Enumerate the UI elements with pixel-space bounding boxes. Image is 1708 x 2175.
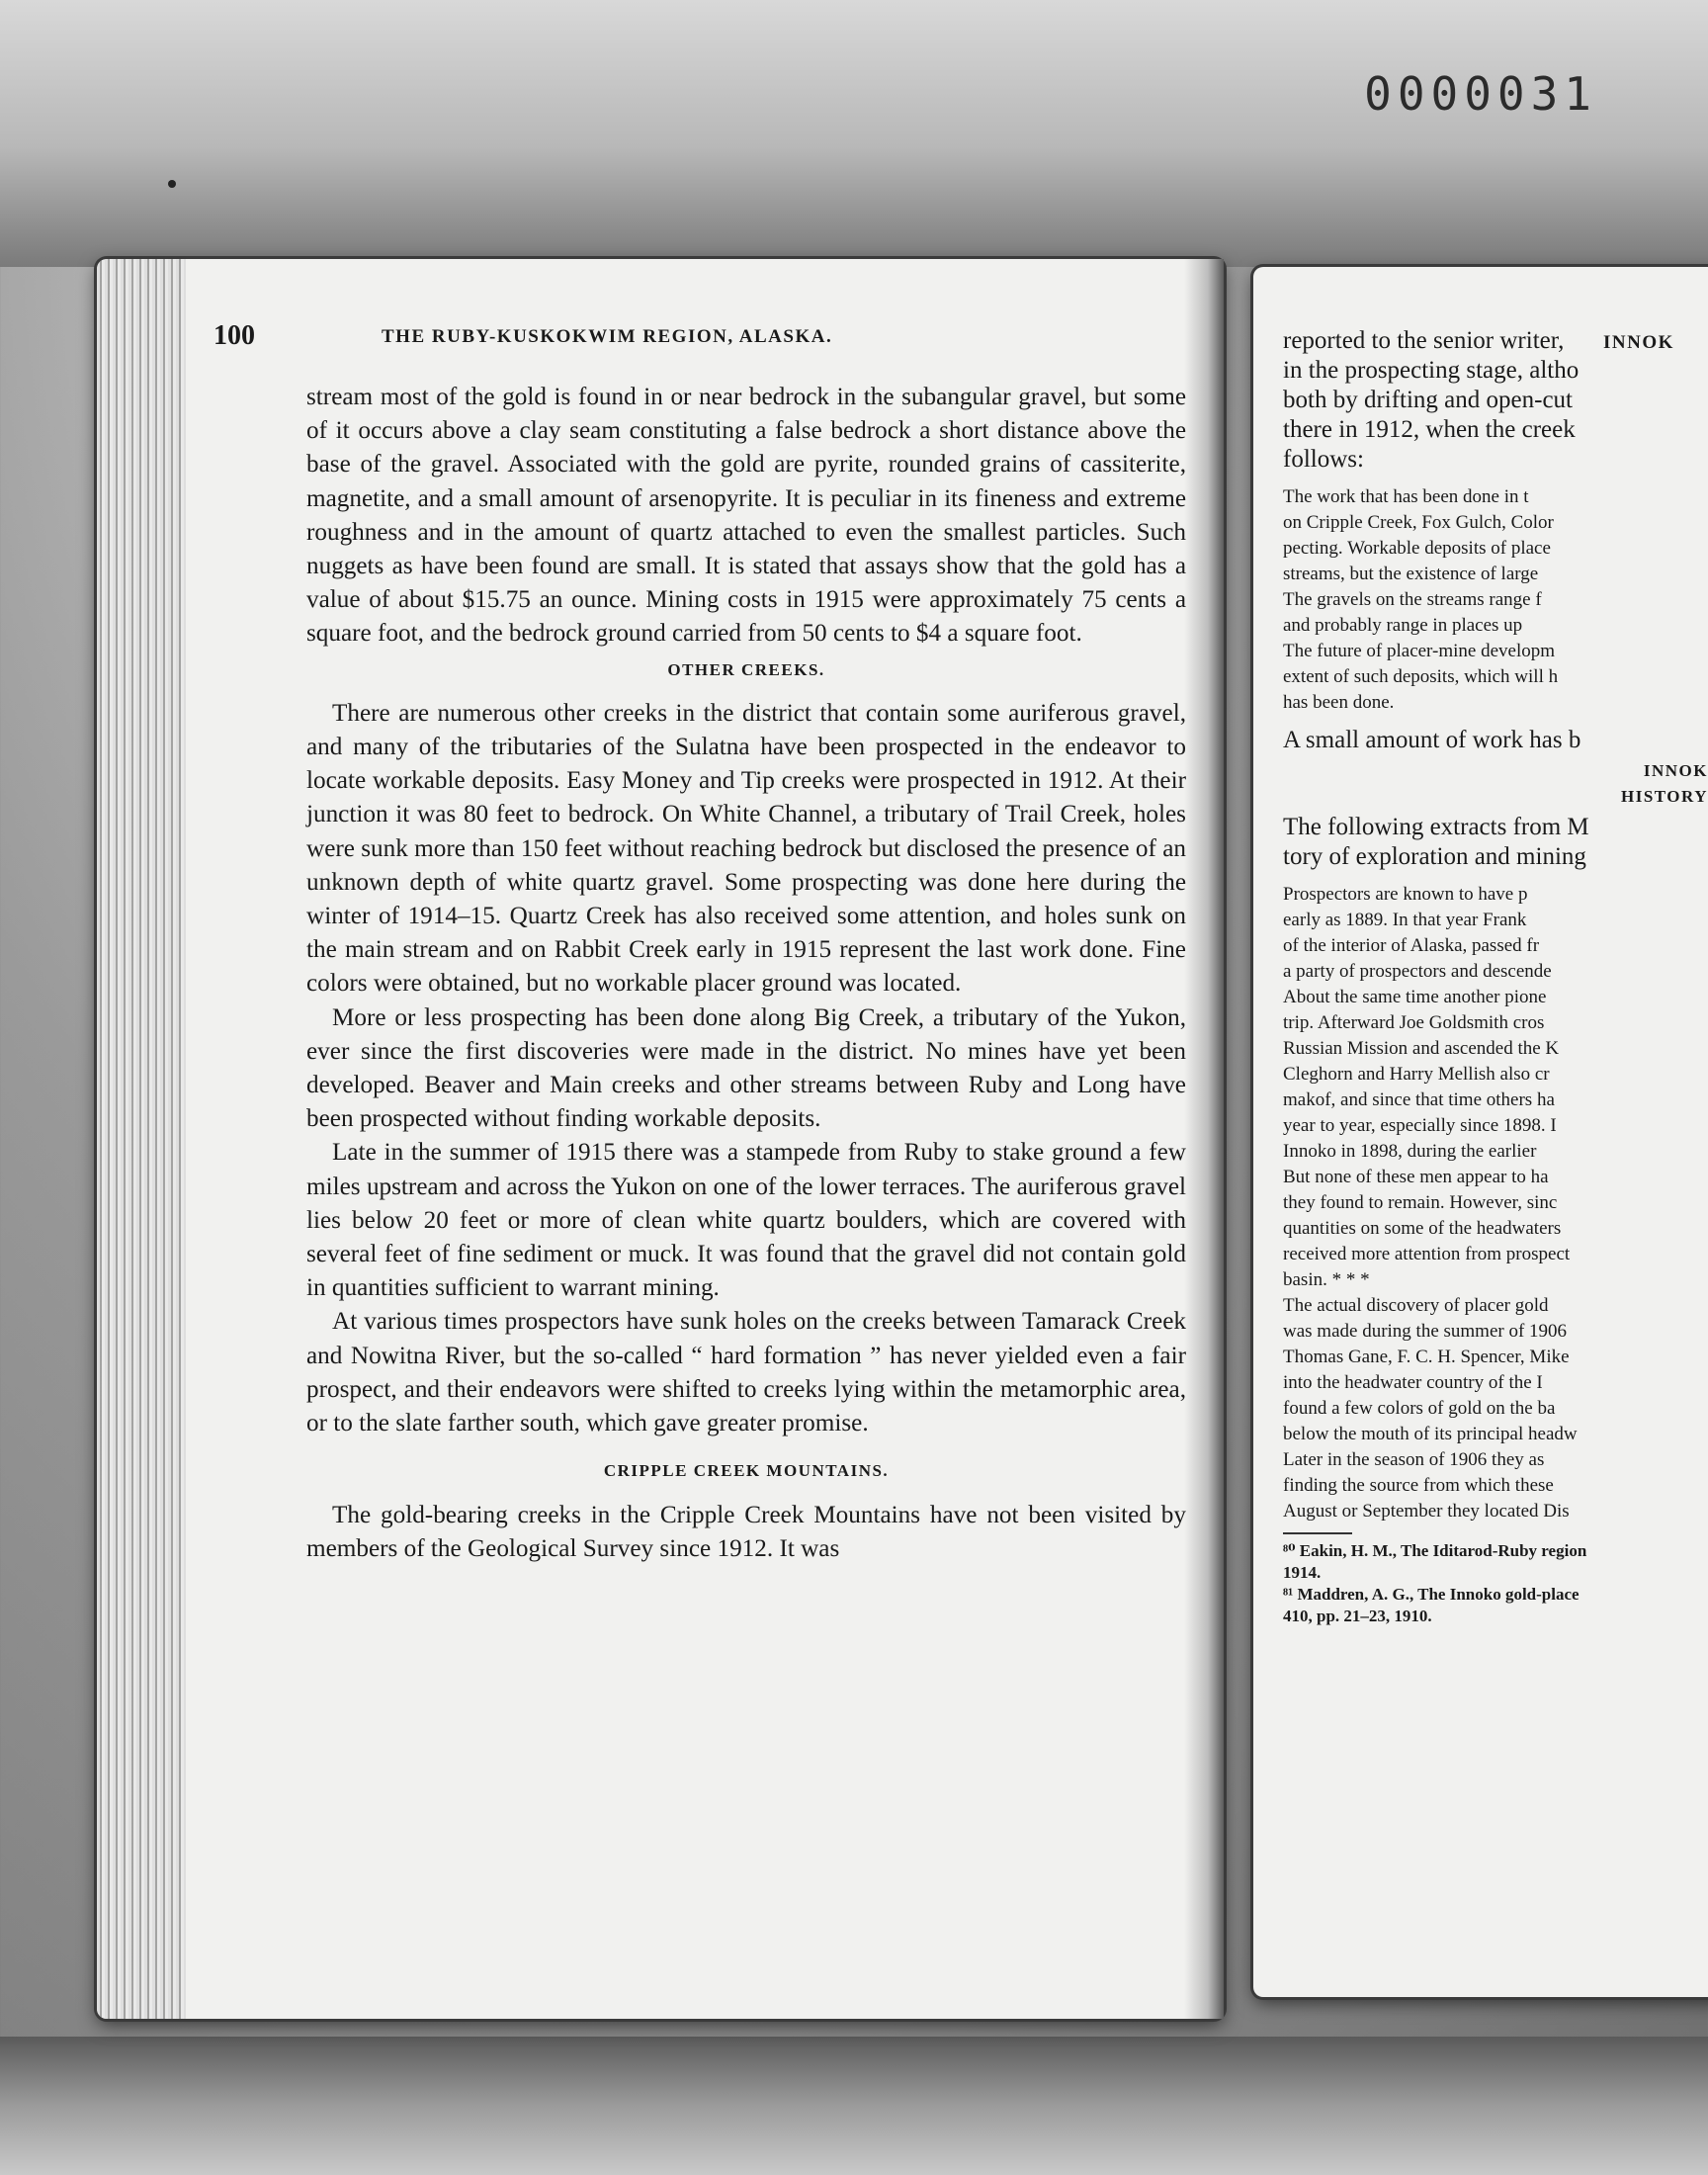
- quote-line: was made during the summer of 1906: [1283, 1321, 1568, 1342]
- paragraph: There are numerous other creeks in the district that contain some auriferous gravel, and many of the tributaries of the Sulatna have been prospected in the endeavor to locate workable deposits. Easy Money and Tip creeks were prospected in 1912. At their junction it was 80 feet to bedrock. On White Channel, a tributary of Trail Creek, holes were sunk more than 150 feet without reaching bedrock but disclosed the presence of an unknown depth of white quartz gravel. Some prospecting was done here during the winter of 1914–15. Quartz Creek has also received some attention, and holes sunk on the main stream and on Rabbit Creek early in 1915 represent the last work done. Fine colors were obtained, but no workable placer ground was located.: [306, 699, 1186, 998]
- quote-line: finding the source from which these: [1283, 1475, 1554, 1496]
- body-line: A small amount of work has b: [1283, 727, 1581, 753]
- quote-line: The actual discovery of placer gold: [1283, 1295, 1549, 1316]
- quote-line: on Cripple Creek, Fox Gulch, Color: [1283, 512, 1554, 533]
- quote-line: year to year, especially since 1898. I: [1283, 1115, 1557, 1136]
- book-gutter: [1184, 259, 1224, 2019]
- quote-line: streams, but the existence of large: [1283, 564, 1539, 584]
- quote-line: of the interior of Alaska, passed fr: [1283, 935, 1540, 956]
- body-line: reported to the senior writer,: [1283, 327, 1565, 354]
- section-heading-cripple-creek: CRIPPLE CREEK MOUNTAINS.: [603, 1461, 890, 1481]
- paragraph: stream most of the gold is found in or near bedrock in the subangular gravel, but some of it occurs above a clay seam constituting a false bedrock a short distance above the base of the gravel. Associated with the gold are pyrite, rounded grains of cassiterite, magnetite, and a small amount of arsenopyrite. It is peculiar in its fineness and extreme roughness and in the amount of quartz attached to even the smallest particles. Such nuggets as have been found are small. It is stated that assays show that the gold has a value of about $15.75 an ounce. Mining costs in 1915 were approximately 75 cents a square foot, and the bedrock ground carried from 50 cents to $4 a square foot.: [306, 384, 1186, 648]
- right-subheading: INNOK: [1643, 761, 1708, 780]
- footnote-line: ⁸⁰ Eakin, H. M., The Iditarod-Ruby region: [1283, 1541, 1587, 1560]
- quote-line: a party of prospectors and descende: [1283, 961, 1552, 982]
- scan-speck: [168, 180, 176, 188]
- right-page: [1253, 267, 1708, 1997]
- section-heading-other-creeks: OTHER CREEKS.: [667, 659, 825, 679]
- left-page-header: [214, 320, 1192, 360]
- body-line: tory of exploration and mining: [1283, 843, 1586, 870]
- quote-line: has been done.: [1283, 692, 1395, 713]
- quote-line: About the same time another pione: [1283, 987, 1547, 1007]
- scan-background-top: [0, 0, 1708, 267]
- body-line: follows:: [1283, 446, 1364, 473]
- quote-line: they found to remain. However, sinc: [1283, 1192, 1558, 1213]
- quote-line: The future of placer-mine developm: [1283, 641, 1555, 661]
- quote-line: into the headwater country of the I: [1283, 1372, 1543, 1393]
- quote-line: basin. * * *: [1283, 1269, 1370, 1290]
- footnote-line: ⁸¹ Maddren, A. G., The Innoko gold-place: [1283, 1585, 1580, 1604]
- quote-line: Later in the season of 1906 they as: [1283, 1449, 1545, 1470]
- right-subheading: HISTORY: [1620, 787, 1708, 806]
- right-page-text: [1283, 326, 1708, 1627]
- quote-line: Innoko in 1898, during the earlier: [1283, 1141, 1537, 1162]
- page-edge-stack: [97, 259, 186, 2019]
- quote-line: early as 1889. In that year Frank: [1283, 910, 1527, 930]
- quote-line: extent of such deposits, which will h: [1283, 666, 1559, 687]
- body-line: in the prospecting stage, altho: [1283, 357, 1580, 384]
- archive-stamp-number: 0000031: [1364, 67, 1597, 121]
- quote-line: below the mouth of its principal headw: [1283, 1424, 1578, 1444]
- quote-line: Prospectors are known to have p: [1283, 884, 1528, 905]
- quote-line: trip. Afterward Joe Goldsmith cros: [1283, 1012, 1545, 1033]
- page-number: 100: [214, 320, 255, 351]
- scan-background-bottom: [0, 2037, 1708, 2175]
- quote-line: makof, and since that time others ha: [1283, 1089, 1555, 1110]
- paragraph: At various times prospectors have sunk holes on the creeks between Tamarack Creek and Nowitna River, but the so-called “ hard formation ” has never yielded even a fair prospect, and their endeavors were shifted to creeks lying within the metamorphic area, or to the slate farther south, which gave greater promise.: [306, 1308, 1186, 1437]
- left-page-text: [306, 381, 1186, 1566]
- footnote-line: 1914.: [1283, 1563, 1322, 1582]
- quote-line: and probably range in places up: [1283, 615, 1523, 636]
- quote-line: found a few colors of gold on the ba: [1283, 1398, 1556, 1419]
- quote-line: quantities on some of the headwaters: [1283, 1218, 1562, 1239]
- quote-line: Thomas Gane, F. C. H. Spencer, Mike: [1283, 1347, 1570, 1367]
- quote-line: pecting. Workable deposits of place: [1283, 538, 1551, 559]
- paragraph: The gold-bearing creeks in the Cripple Creek Mountains have not been visited by members of the Geological Survey since 1912. It was: [306, 1501, 1186, 1562]
- paragraph: More or less prospecting has been done along Big Creek, a tributary of the Yukon, ever since the first discoveries were made in the district. No mines have yet been developed. Beaver and Main creeks and other streams between Ruby and Long have been prospected without finding workable deposits.: [306, 1003, 1186, 1133]
- quote-line: The work that has been done in t: [1283, 486, 1529, 507]
- quote-line: received more attention from prospect: [1283, 1244, 1571, 1264]
- quote-line: But none of these men appear to ha: [1283, 1167, 1549, 1187]
- right-running-head: INNOK: [1603, 332, 1674, 353]
- paragraph: Late in the summer of 1915 there was a stampede from Ruby to stake ground a few miles upstream and across the Yukon on one of the lower terraces. The auriferous gravel lies below 20 feet or more of clean white quartz boulders, which are covered with several feet of fine sediment or muck. It was found that the gravel did not contain gold in quantities sufficient to warrant mining.: [306, 1139, 1186, 1302]
- quote-line: Cleghorn and Harry Mellish also cr: [1283, 1064, 1550, 1085]
- body-line: The following extracts from M: [1283, 814, 1589, 840]
- body-line: both by drifting and open-cut: [1283, 387, 1573, 413]
- running-head: THE RUBY-KUSKOKWIM REGION, ALASKA.: [382, 326, 833, 347]
- quote-line: Russian Mission and ascended the K: [1283, 1038, 1560, 1059]
- footnote-rule: [1283, 1532, 1352, 1534]
- footnote-line: 410, pp. 21–23, 1910.: [1283, 1607, 1432, 1625]
- quote-line: The gravels on the streams range f: [1283, 589, 1542, 610]
- body-line: there in 1912, when the creek: [1283, 416, 1576, 443]
- quote-line: August or September they located Dis: [1283, 1501, 1570, 1522]
